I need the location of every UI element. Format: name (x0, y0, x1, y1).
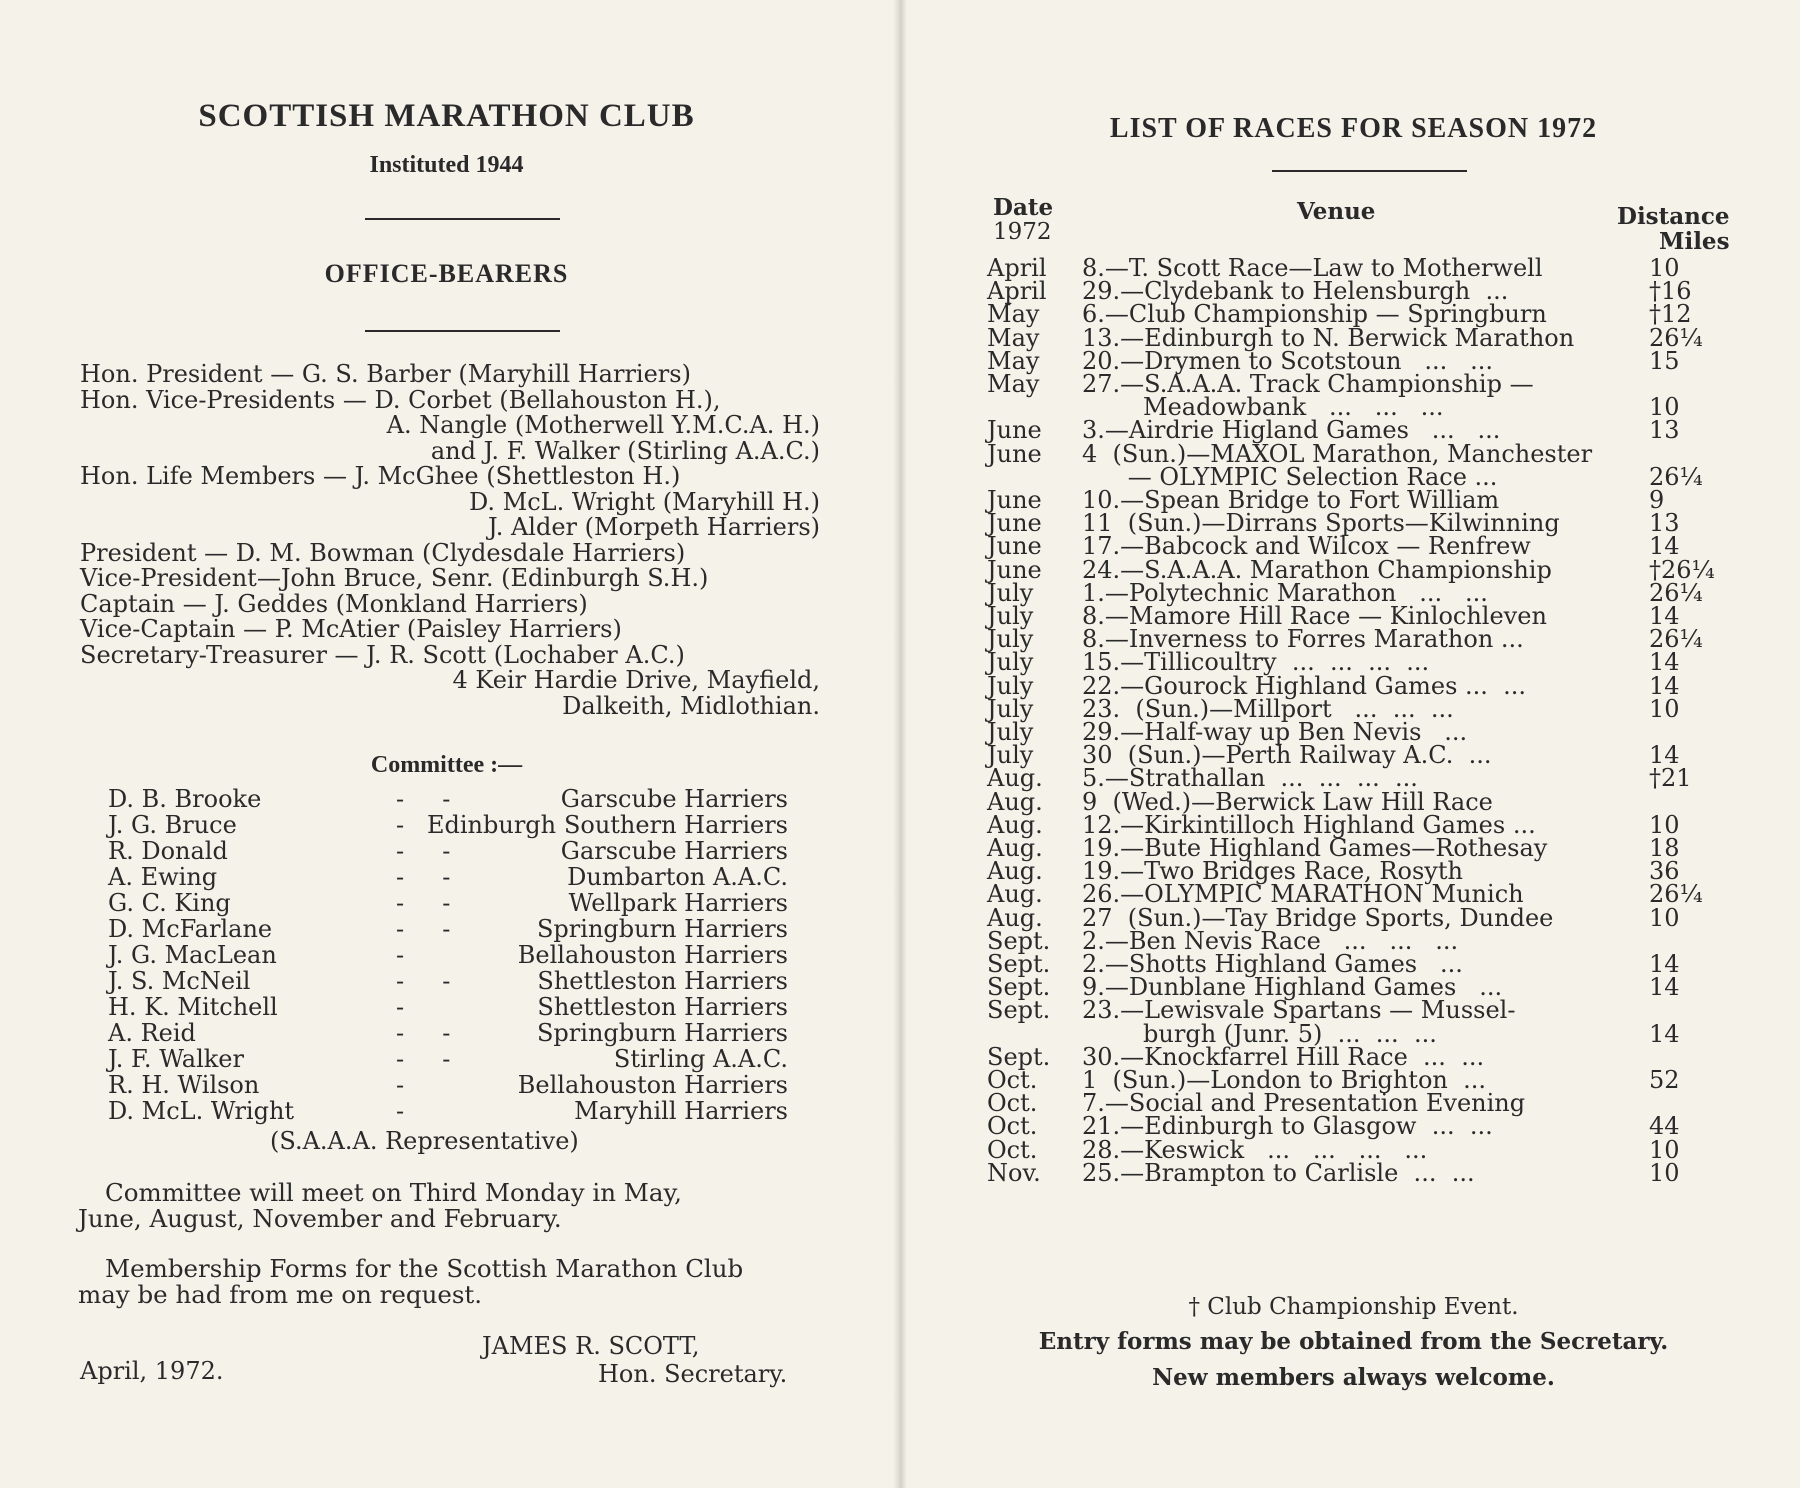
venue-column-header: Venue (1297, 198, 1376, 225)
championship-note: † Club Championship Event. (1188, 1294, 1519, 1320)
race-row (907, 787, 1800, 816)
race-venue: 17.—Babcock and Wilcox — Renfrew (1082, 532, 1531, 561)
race-month: June (987, 416, 1042, 445)
office-bearer-line: Captain — J. Geddes (Monkland Harriers) (80, 589, 588, 618)
race-row (907, 857, 1800, 886)
race-month: Aug. (987, 764, 1043, 793)
race-month: June (987, 509, 1042, 538)
race-distance: 14 (1649, 532, 1680, 561)
divider-rule (365, 330, 560, 332)
race-row (907, 578, 1800, 607)
committee-member-club: Garscube Harriers (560, 785, 788, 813)
race-row (907, 764, 1800, 793)
committee-member-club: Garscube Harriers (560, 837, 788, 865)
committee-separator: - - (396, 785, 451, 813)
race-month: July (987, 602, 1034, 630)
race-venue: — OLYMPIC Selection Race ... (1082, 462, 1498, 491)
race-month: July (987, 671, 1034, 700)
miles-column-header: Miles (1659, 228, 1730, 255)
race-venue: 9.—Dunblane Highland Games ... (1082, 973, 1503, 1002)
race-distance: 52 (1649, 1066, 1680, 1094)
membership-line-1: Membership Forms for the Scottish Marathon Club (105, 1254, 744, 1283)
race-venue: 21.—Edinburgh to Glasgow ... ... (1082, 1112, 1493, 1141)
race-distance: 10 (1649, 1158, 1680, 1187)
race-venue: 9 (Wed.)—Berwick Law Hill Race (1082, 787, 1493, 816)
race-row (907, 1066, 1800, 1094)
race-row (907, 393, 1800, 422)
race-month: June (987, 555, 1042, 584)
committee-member-club: Shettleston Harriers (537, 993, 788, 1021)
race-venue: 10.—Spean Bridge to Fort William (1082, 486, 1500, 514)
committee-member-club: Southern Harriers (563, 811, 788, 839)
race-distance: 18 (1649, 834, 1680, 862)
race-month: Aug. (987, 787, 1043, 816)
race-row (907, 834, 1800, 862)
committee-member-club: Stirling A.A.C. (613, 1045, 788, 1073)
race-month: May (987, 300, 1040, 329)
committee-member-name: A. Ewing (108, 863, 218, 891)
race-row (907, 509, 1800, 538)
race-row (907, 254, 1800, 282)
race-row (907, 462, 1800, 491)
race-month: May (987, 323, 1040, 352)
office-bearers-list (80, 362, 820, 719)
race-month: May (987, 346, 1040, 375)
office-bearer-line: J. Alder (Morpeth Harriers) (487, 513, 820, 541)
race-venue: 1.—Polytechnic Marathon ... ... (1082, 578, 1488, 607)
race-venue: 23. (Sun.)—Millport ... ... ... (1082, 694, 1454, 723)
race-venue: 19.—Two Bridges Race, Rosyth (1082, 857, 1463, 886)
race-month: Nov. (987, 1158, 1041, 1187)
race-row (907, 532, 1800, 561)
committee-member-name: J. F. Walker (108, 1045, 244, 1073)
membership-line-2: may be had from me on request. (78, 1280, 483, 1309)
committee-row (108, 811, 788, 837)
race-distance: 26¼ (1649, 462, 1703, 491)
race-venue: 27 (Sun.)—Tay Bridge Sports, Dundee (1082, 903, 1554, 932)
race-venue: 27.—S.A.A.A. Track Championship — (1082, 370, 1534, 398)
race-venue: 20.—Drymen to Scotstoun ... ... (1082, 346, 1494, 375)
race-row (907, 996, 1800, 1025)
race-row (907, 1135, 1800, 1164)
race-venue: 8.—Inverness to Forres Marathon ... (1082, 625, 1524, 654)
race-distance: 14 (1649, 973, 1680, 1002)
committee-member-name: J. S. McNeil (108, 967, 251, 995)
race-venue: 11 (Sun.)—Dirrans Sports—Kilwinning (1082, 509, 1560, 538)
race-venue: 30.—Knockfarrel Hill Race ... ... (1082, 1042, 1485, 1071)
office-bearer-line: A. Nangle (Motherwell Y.M.C.A. H.) (386, 411, 820, 439)
races-title: LIST OF RACES FOR SEASON 1972 (1109, 113, 1598, 144)
race-distance: 10 (1649, 694, 1680, 723)
committee-separator: - - (396, 837, 451, 865)
committee-row (108, 1019, 788, 1045)
race-month: July (987, 648, 1034, 677)
welcome-note: New members always welcome. (1152, 1364, 1555, 1391)
committee-member-name: D. McFarlane (108, 915, 273, 943)
race-venue: 24.—S.A.A.A. Marathon Championship (1082, 555, 1552, 584)
committee-member-club: Shettleston Harriers (537, 967, 788, 995)
race-row (907, 370, 1800, 398)
race-row (907, 648, 1800, 677)
race-row (907, 1089, 1800, 1118)
saaa-representative: (S.A.A.A. Representative) (270, 1127, 579, 1155)
race-distance: 44 (1649, 1112, 1680, 1141)
race-venue: 8.—Mamore Hill Race — Kinlochleven (1082, 602, 1547, 630)
document-date: April, 1972. (80, 1357, 224, 1385)
race-row (907, 694, 1800, 723)
race-month: June (987, 532, 1042, 561)
office-bearer-line: D. McL. Wright (Maryhill H.) (469, 487, 820, 516)
race-distance: 10 (1649, 393, 1680, 422)
race-venue: 2.—Shotts Highland Games ... (1082, 950, 1463, 978)
committee-member-name: D. B. Brooke (108, 785, 262, 813)
race-venue: Meadowbank ... ... ... (1082, 393, 1444, 422)
race-distance: 10 (1649, 903, 1680, 932)
committee-row (108, 785, 788, 811)
committee-separator: - (396, 941, 405, 969)
committee-member-club: Springburn Harriers (536, 1019, 788, 1047)
race-venue: 23.—Lewisvale Spartans — Mussel- (1082, 996, 1516, 1025)
race-month: July (987, 694, 1034, 723)
office-bearer-line: 4 Keir Hardie Drive, Mayfield, (452, 666, 820, 694)
committee-separator: - - (396, 915, 451, 943)
race-month: July (987, 625, 1034, 654)
committee-row (108, 837, 788, 863)
meeting-line-2: June, August, November and February. (78, 1204, 562, 1233)
office-bearer-line: and J. F. Walker (Stirling A.A.C.) (430, 436, 820, 465)
race-distance: †26¼ (1649, 555, 1715, 584)
committee-member-name: J. G. Bruce (108, 811, 237, 839)
signature-title: Hon. Secretary. (598, 1360, 788, 1388)
race-distance: 13 (1649, 416, 1680, 445)
race-distance: †12 (1649, 300, 1692, 329)
office-bearer-line: Hon. Vice-Presidents — D. Corbet (Bellahouston H.), (80, 385, 721, 414)
committee-member-club: Maryhill Harriers (574, 1097, 788, 1125)
centre-fold (893, 0, 907, 1488)
race-month: June (987, 439, 1042, 468)
race-venue: 29.—Clydebank to Helensburgh ... (1082, 277, 1509, 306)
committee-separator: - Edinburgh (396, 811, 557, 839)
race-row (907, 880, 1800, 909)
race-distance: 10 (1649, 1135, 1680, 1164)
race-month: Sept. (987, 996, 1051, 1025)
committee-member-name: R. H. Wilson (108, 1071, 260, 1099)
race-distance: 14 (1649, 648, 1680, 677)
race-month: Sept. (987, 973, 1051, 1002)
race-month: Sept. (987, 950, 1051, 978)
race-row (907, 300, 1800, 329)
race-distance: 14 (1649, 741, 1680, 770)
race-month: Aug. (987, 903, 1043, 932)
race-distance: 9 (1649, 486, 1665, 514)
race-month: July (987, 578, 1034, 607)
race-venue: 8.—T. Scott Race—Law to Motherwell (1082, 254, 1543, 282)
race-row (907, 671, 1800, 700)
race-month: April (987, 277, 1047, 306)
office-bearer-line: Hon. Life Members — J. McGhee (Shettleston H.) (80, 462, 681, 490)
committee-row (108, 915, 788, 941)
race-distance: 14 (1649, 671, 1680, 700)
race-venue: 2.—Ben Nevis Race ... ... ... (1082, 926, 1459, 955)
instituted-line: Instituted 1944 (369, 152, 524, 178)
race-venue: 22.—Gourock Highland Games ... ... (1082, 671, 1527, 700)
club-title: SCOTTISH MARATHON CLUB (198, 98, 695, 134)
committee-separator: - - (396, 967, 451, 995)
race-venue: 6.—Club Championship — Springburn (1082, 300, 1547, 329)
committee-row (108, 1071, 788, 1097)
race-distance: 15 (1649, 346, 1680, 375)
race-venue: 28.—Keswick ... ... ... ... (1082, 1135, 1428, 1164)
office-bearers-heading: OFFICE-BEARERS (324, 259, 569, 288)
committee-heading: Committee :— (370, 752, 523, 778)
race-venue: 13.—Edinburgh to N. Berwick Marathon (1082, 323, 1575, 352)
race-row (907, 1112, 1800, 1141)
divider-rule (365, 218, 560, 220)
race-month: Sept. (987, 1042, 1051, 1071)
committee-member-name: A. Reid (108, 1019, 196, 1047)
year-column-header: 1972 (993, 219, 1052, 245)
race-row (907, 810, 1800, 839)
race-row (907, 973, 1800, 1002)
committee-row (108, 863, 788, 889)
divider-rule (1272, 170, 1467, 172)
race-month: Oct. (987, 1135, 1038, 1164)
committee-member-club: Wellpark Harriers (568, 889, 788, 917)
committee-separator: - - (396, 1019, 451, 1047)
race-distance: 13 (1649, 509, 1680, 538)
race-row (907, 486, 1800, 514)
race-venue: 12.—Kirkintilloch Highland Games ... (1082, 810, 1536, 839)
committee-member-club: Dumbarton A.A.C. (567, 863, 788, 891)
committee-member-club: Bellahouston Harriers (517, 941, 788, 969)
committee-member-club: Bellahouston Harriers (517, 1071, 788, 1099)
race-distance: 26¼ (1649, 578, 1703, 607)
race-distance: †21 (1649, 764, 1692, 793)
date-column-header: Date (993, 194, 1054, 221)
race-month: July (987, 741, 1034, 770)
race-distance: 26¼ (1649, 880, 1703, 909)
race-distance: 14 (1649, 950, 1680, 978)
signature-name: JAMES R. SCOTT, (482, 1332, 700, 1360)
race-row (907, 346, 1800, 375)
race-row (907, 950, 1800, 978)
race-month: Aug. (987, 834, 1043, 862)
race-month: June (987, 486, 1042, 514)
committee-member-name: H. K. Mitchell (108, 993, 278, 1021)
race-month: Aug. (987, 857, 1043, 886)
race-venue: 19.—Bute Highland Games—Rothesay (1082, 834, 1548, 862)
entry-forms-note: Entry forms may be obtained from the Secretary. (1038, 1328, 1669, 1355)
committee-member-name: G. C. King (108, 889, 231, 917)
race-distance: 26¼ (1649, 323, 1703, 352)
committee-row (108, 1097, 788, 1123)
committee-row (108, 967, 788, 993)
race-row (907, 323, 1800, 352)
committee-separator: - (396, 993, 405, 1021)
race-venue: 26.—OLYMPIC MARATHON Munich (1082, 880, 1524, 909)
race-distance: 10 (1649, 810, 1680, 839)
right-page (907, 0, 1800, 1488)
committee-member-name: D. McL. Wright (108, 1097, 295, 1125)
race-row (907, 1158, 1800, 1187)
race-row (907, 926, 1800, 955)
committee-list (108, 785, 788, 1123)
race-row (907, 555, 1800, 584)
meeting-line-1: Committee will meet on Third Monday in May, (105, 1178, 682, 1207)
race-month: July (987, 718, 1034, 746)
race-venue: 15.—Tillicoultry ... ... ... ... (1082, 648, 1430, 677)
race-row (907, 439, 1800, 468)
race-month: April (987, 254, 1047, 282)
race-month: Sept. (987, 926, 1051, 955)
race-row (907, 903, 1800, 932)
committee-member-club: Springburn Harriers (536, 915, 788, 943)
distance-column-header: Distance (1617, 203, 1730, 230)
committee-separator: - - (396, 1045, 451, 1073)
race-month: Oct. (987, 1066, 1038, 1094)
committee-member-name: J. G. MacLean (108, 941, 277, 969)
committee-separator: - (396, 1097, 405, 1125)
race-distance: 36 (1649, 857, 1680, 886)
committee-separator: - (396, 1071, 405, 1099)
committee-row (108, 889, 788, 915)
office-bearer-line: Vice-Captain — P. McAtier (Paisley Harriers) (80, 615, 622, 643)
race-month: Oct. (987, 1089, 1038, 1118)
office-bearer-line: Hon. President — G. S. Barber (Maryhill Harriers) (80, 360, 691, 388)
race-venue: 1 (Sun.)—London to Brighton ... (1082, 1066, 1487, 1094)
race-month: Aug. (987, 880, 1043, 909)
race-distance: 26¼ (1649, 625, 1703, 654)
race-distance: 14 (1649, 1019, 1680, 1048)
race-venue: 5.—Strathallan ... ... ... ... (1082, 764, 1418, 793)
race-row (907, 416, 1800, 445)
committee-member-name: R. Donald (108, 837, 228, 865)
office-bearer-line: Vice-President—John Bruce, Senr. (Edinburgh S.H.) (80, 564, 709, 592)
race-distance: 14 (1649, 602, 1680, 630)
race-month: Aug. (987, 810, 1043, 839)
race-venue: 4 (Sun.)—MAXOL Marathon, Manchester (1082, 439, 1593, 468)
race-venue: burgh (Junr. 5) ... ... ... (1082, 1019, 1437, 1048)
race-distance: †16 (1649, 277, 1692, 306)
race-month: May (987, 370, 1040, 398)
race-row (907, 1042, 1800, 1071)
office-bearer-line: Secretary-Treasurer — J. R. Scott (Lochaber A.C.) (80, 640, 685, 669)
race-distance: 10 (1649, 254, 1680, 282)
race-venue: 25.—Brampton to Carlisle ... ... (1082, 1158, 1475, 1187)
committee-separator: - - (396, 863, 451, 891)
left-page (0, 0, 893, 1488)
race-venue: 30 (Sun.)—Perth Railway A.C. ... (1082, 741, 1492, 770)
committee-separator: - - (396, 889, 451, 917)
race-venue: 3.—Airdrie Higland Games ... ... (1082, 416, 1501, 445)
committee-row (108, 941, 788, 967)
committee-row (108, 993, 788, 1019)
race-row (907, 277, 1800, 306)
race-row (907, 718, 1800, 746)
race-row (907, 625, 1800, 654)
race-row (907, 1019, 1800, 1048)
race-row (907, 602, 1800, 630)
race-row (907, 741, 1800, 770)
office-bearer-line: Dalkeith, Midlothian. (562, 691, 820, 720)
race-month: Oct. (987, 1112, 1038, 1141)
race-venue: 29.—Half-way up Ben Nevis ... (1082, 718, 1468, 746)
committee-row (108, 1045, 788, 1071)
race-venue: 7.—Social and Presentation Evening (1082, 1089, 1526, 1118)
office-bearer-line: President — D. M. Bowman (Clydesdale Harriers) (80, 538, 686, 567)
